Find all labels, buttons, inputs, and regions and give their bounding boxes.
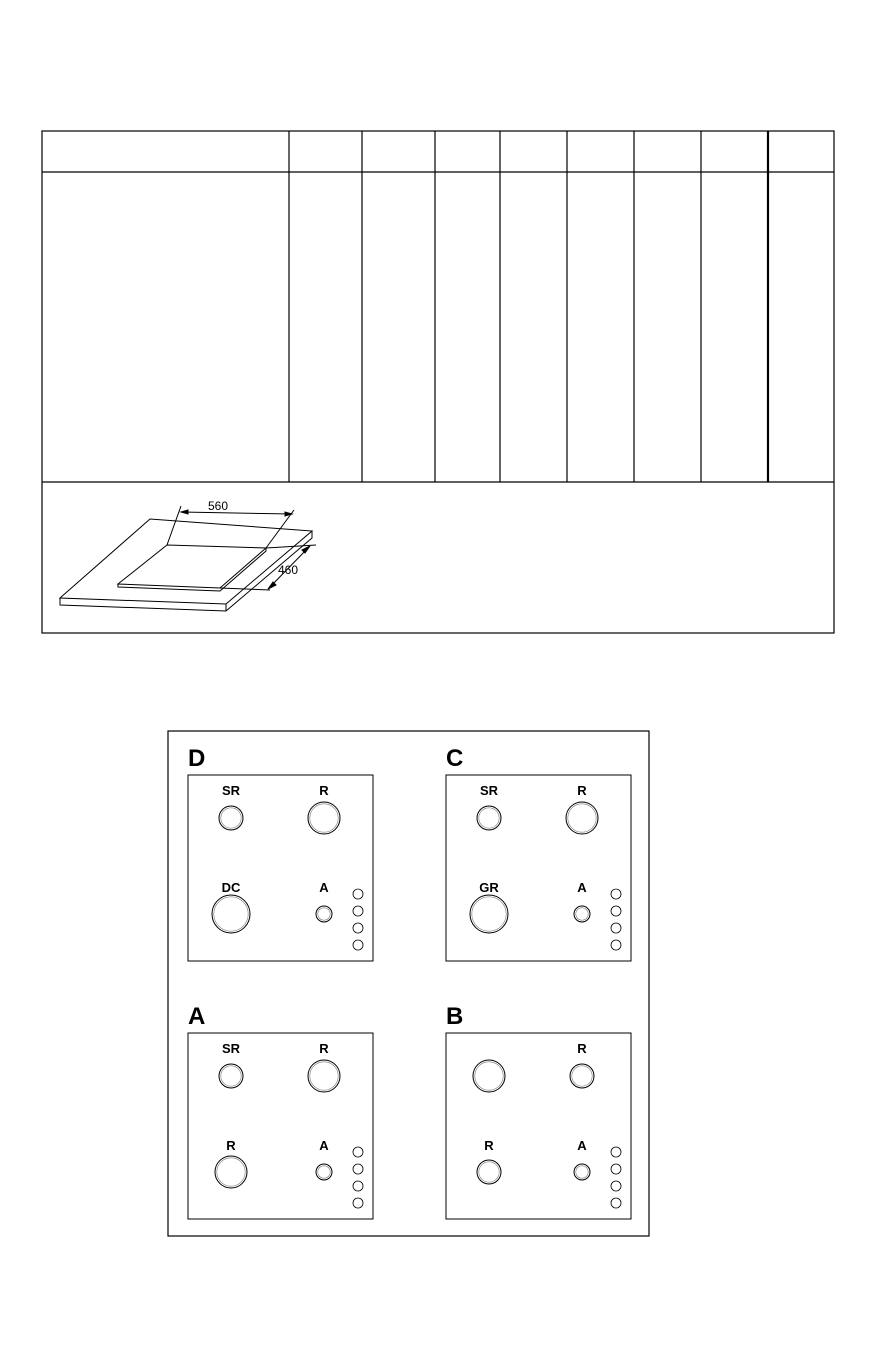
burner-inner-ring: [576, 1166, 588, 1178]
burner-ring: [219, 806, 243, 830]
burner-label: DC: [221, 880, 241, 895]
control-knob: [353, 1198, 363, 1208]
burner-label: A: [319, 1138, 329, 1153]
burner-label: GR: [479, 880, 499, 895]
cutout-depth-label: 460: [277, 563, 299, 577]
burner-ring: [316, 1164, 332, 1180]
control-knob: [353, 906, 363, 916]
dim-arrow: [181, 510, 188, 514]
dim-arrow: [285, 512, 292, 516]
burner-inner-ring: [576, 908, 588, 920]
control-knob: [353, 889, 363, 899]
control-knob: [611, 940, 621, 950]
control-knob: [611, 906, 621, 916]
burner-ring: [574, 906, 590, 922]
control-knob: [611, 1164, 621, 1174]
hob-letter: A: [188, 1003, 206, 1030]
burner-label: SR: [221, 1041, 241, 1056]
cutout-drawing: [60, 506, 316, 611]
burner-inner-ring: [214, 897, 248, 931]
burner-ring: [477, 1160, 501, 1184]
hob-panel: [446, 775, 631, 961]
burner-inner-ring: [568, 804, 596, 832]
hob-layout-d: [188, 745, 373, 961]
control-knob: [353, 1147, 363, 1157]
hob-panel: [446, 1033, 631, 1219]
burner-inner-ring: [217, 1158, 245, 1186]
burner-inner-ring: [318, 908, 330, 920]
dim-arrow: [302, 546, 310, 553]
cutout-width-label: 560: [207, 499, 229, 513]
burner-ring: [566, 802, 598, 834]
burner-inner-ring: [221, 1066, 241, 1086]
burner-ring: [316, 906, 332, 922]
burner-ring: [219, 1064, 243, 1088]
control-knob: [353, 1164, 363, 1174]
hob-layouts-frame: [168, 731, 649, 1236]
burner-label: R: [319, 783, 329, 798]
control-knob: [353, 940, 363, 950]
burner-ring: [574, 1164, 590, 1180]
burner-label: R: [577, 783, 587, 798]
control-knob: [611, 889, 621, 899]
burner-ring: [473, 1060, 505, 1092]
burner-label: A: [577, 880, 587, 895]
hob-layout-a: [188, 1003, 373, 1219]
burner-inner-ring: [221, 808, 241, 828]
control-knob: [353, 1181, 363, 1191]
burner-label: R: [319, 1041, 329, 1056]
burner-label: R: [484, 1138, 494, 1153]
control-knob: [611, 1198, 621, 1208]
hob-letter: D: [188, 745, 206, 772]
hob-panel: [188, 775, 373, 961]
hob-letter: C: [446, 745, 464, 772]
control-knob: [353, 923, 363, 933]
burner-ring: [308, 1060, 340, 1092]
burner-ring: [477, 806, 501, 830]
control-knob: [611, 1181, 621, 1191]
hob-panel: [188, 1033, 373, 1219]
hob-letter: B: [446, 1003, 464, 1030]
burner-inner-ring: [572, 1066, 592, 1086]
burner-ring: [215, 1156, 247, 1188]
dim-extension-line: [167, 506, 181, 545]
burner-inner-ring: [310, 1062, 338, 1090]
countertop-top-face: [60, 519, 312, 604]
burner-label: R: [226, 1138, 236, 1153]
spec-table: [42, 131, 834, 633]
dim-width-line: [181, 512, 292, 514]
burner-ring: [470, 895, 508, 933]
burner-inner-ring: [475, 1062, 503, 1090]
burner-inner-ring: [472, 897, 506, 931]
hob-layouts: [188, 745, 631, 1219]
cutout-hole: [118, 545, 266, 588]
burner-inner-ring: [479, 808, 499, 828]
table-outer-border: [42, 131, 834, 633]
burner-label: R: [577, 1041, 587, 1056]
burner-label: SR: [221, 783, 241, 798]
dim-arrow: [268, 582, 276, 589]
burner-inner-ring: [310, 804, 338, 832]
control-knob: [611, 1147, 621, 1157]
burner-label: SR: [479, 783, 499, 798]
burner-ring: [570, 1064, 594, 1088]
hob-layout-c: [446, 745, 631, 961]
burner-label: A: [319, 880, 329, 895]
control-knob: [611, 923, 621, 933]
burner-ring: [308, 802, 340, 834]
burner-inner-ring: [318, 1166, 330, 1178]
burner-ring: [212, 895, 250, 933]
burner-label: A: [577, 1138, 587, 1153]
hob-layout-b: [446, 1003, 631, 1219]
burner-inner-ring: [479, 1162, 499, 1182]
